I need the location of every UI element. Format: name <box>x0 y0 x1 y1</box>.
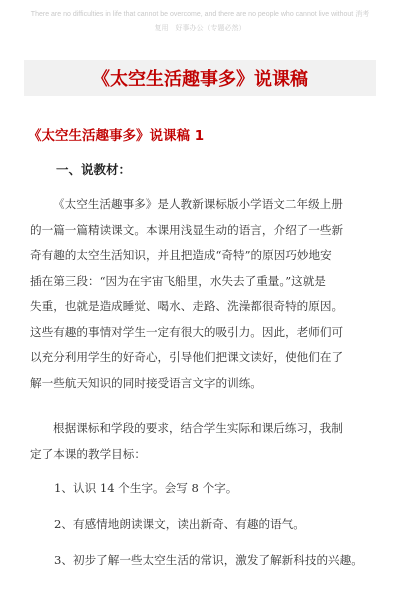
paragraph-line: 奇有趣的太空生活知识，并且把造成“奇特”的原因巧妙地安 <box>30 248 332 262</box>
paragraph-goals-intro <box>30 416 370 467</box>
paragraph-line: 根据课标和学段的要求，结合学生实际和课后练习，我制 <box>53 421 343 435</box>
paragraph-line: 《太空生活趣事多》是人教新课标版小学语文二年级上册 <box>53 197 343 211</box>
paragraph-line: 解一些航天知识的同时接受语言文字的训练。 <box>30 375 262 390</box>
paragraph-line: 失重，也就是造成睡觉、喝水、走路、洗澡都很奇特的原因。 <box>30 299 344 313</box>
subheading-teaching-material: 一、说教材： <box>56 162 132 177</box>
goal-item: 1、认识 14 个生字。会写 8 个字。 <box>54 481 238 495</box>
section-heading: 《太空生活趣事多》说课稿 1 <box>28 128 205 144</box>
paragraph-line: 插在第三段：“因为在宇宙飞船里，水失去了重量。”这就是 <box>30 273 326 288</box>
paragraph-line: 定了本课的教学目标： <box>30 446 146 461</box>
goal-item: 2、有感情地朗读课文，读出新奇、有趣的语气。 <box>54 517 305 531</box>
paragraph-line: 以充分利用学生的好奇心，引导他们把课文读好，使他们在了 <box>30 350 344 364</box>
goal-item: 3、初步了解一些太空生活的常识，激发了解新科技的兴趣。 <box>54 553 363 567</box>
paragraph-line: 的一篇一篇精读课文。本课用浅显生动的语言，介绍了一些新 <box>30 222 344 237</box>
document-title-banner <box>24 60 376 96</box>
document-title: 《太空生活趣事多》说课稿 <box>92 69 308 90</box>
watermark-line-2: 复用 好事办公（专题必然） <box>154 25 246 32</box>
watermark-line-1: There are no difficulties in life that cannot be overcome, and there are no people who cannot live without 消考 <box>30 11 370 18</box>
paragraph-intro <box>30 192 370 396</box>
watermark-text <box>0 8 400 36</box>
paragraph-line: 这些有趣的事情对学生一定有很大的吸引力。因此，老师们可 <box>30 324 344 339</box>
